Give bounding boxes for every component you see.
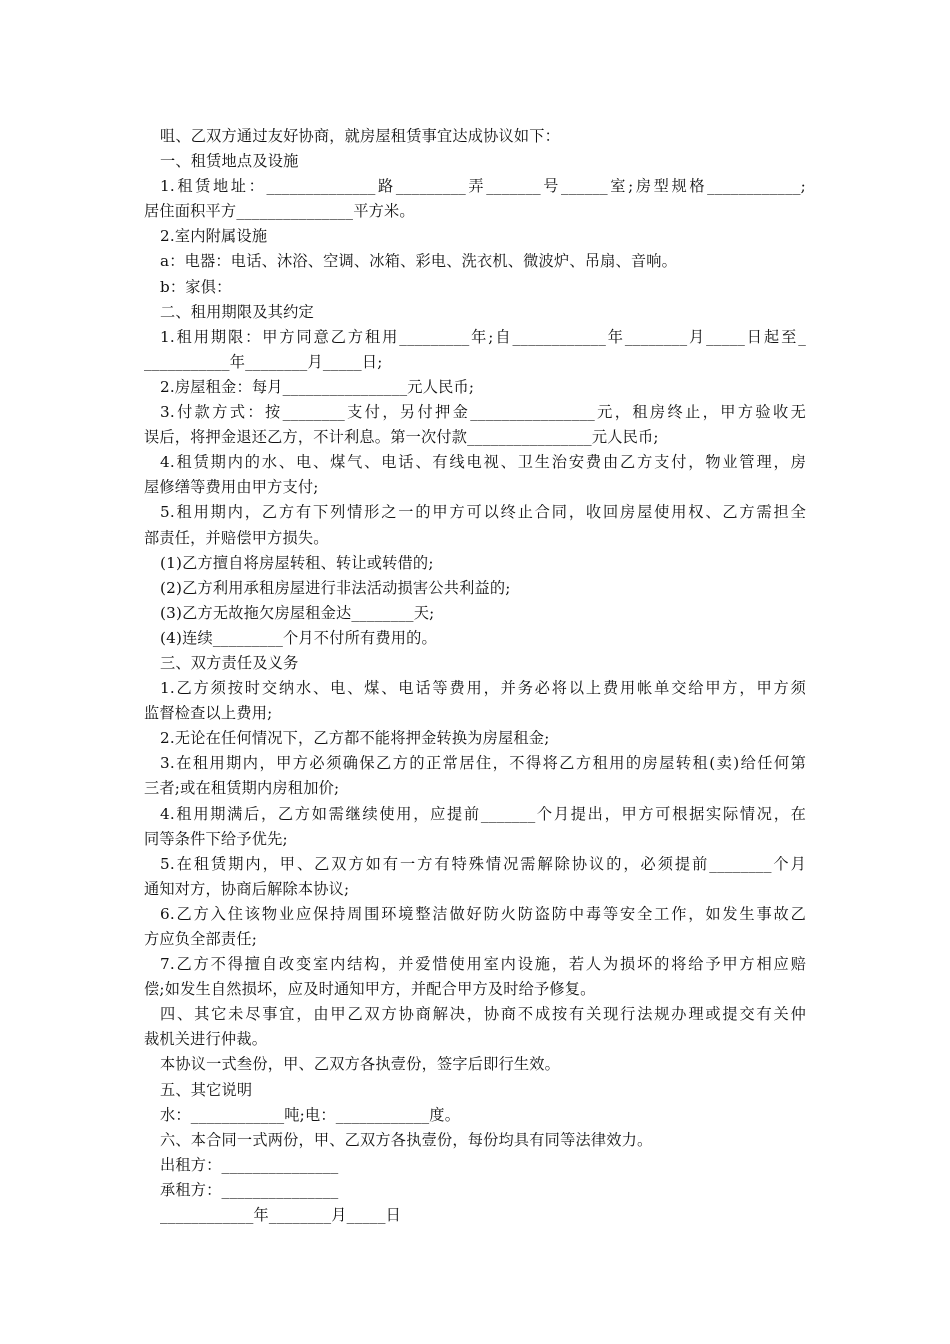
text-line: 居住面积平方_______________平方米。 bbox=[144, 202, 415, 221]
text-line: 水：____________吨;电：____________度。 bbox=[160, 1105, 461, 1124]
text-line: 一、租赁地点及设施 bbox=[160, 152, 299, 171]
text-line: (2)乙方利用承租房屋进行非法活动损害公共利益的; bbox=[160, 578, 511, 597]
text-line: 4.租赁期内的水、电、煤气、电话、有线电视、卫生治安费由乙方支付，物业管理，房 bbox=[160, 453, 806, 472]
text-line: 1.租赁地址：______________路_________弄_______号______室;房型规格____________; bbox=[160, 177, 806, 196]
text-line: 4.租用期满后，乙方如需继续使用，应提前_______个月提出，甲方可根据实际情况，在 bbox=[160, 804, 806, 823]
text-line: (3)乙方无故拖欠房屋租金达________天; bbox=[160, 603, 435, 622]
text-line: 2.房屋租金：每月________________元人民币; bbox=[160, 377, 475, 396]
contract-body bbox=[144, 124, 806, 1228]
text-line: 六、本合同一式两份，甲、乙双方各执壹份，每份均具有同等法律效力。 bbox=[160, 1130, 653, 1149]
text-line: 三者;或在租赁期内房租加价; bbox=[144, 779, 340, 798]
text-line: (4)连续_________个月不付所有费用的。 bbox=[160, 628, 437, 647]
text-line: 5.在租赁期内，甲、乙双方如有一方有特殊情况需解除协议的，必须提前________个月 bbox=[160, 854, 806, 873]
text-line: 2.室内附属设施 bbox=[160, 227, 268, 246]
text-line: 偿;如发生自然损坏，应及时通知甲方，并配合甲方及时给予修复。 bbox=[144, 980, 596, 999]
text-line: ____________年________月_____日 bbox=[160, 1206, 402, 1225]
text-line: 四、其它未尽事宜，由甲乙双方协商解决，协商不成按有关现行法规办理或提交有关仲 bbox=[160, 1005, 806, 1024]
text-line: 5.租用期内，乙方有下列情形之一的甲方可以终止合同，收回房屋使用权、乙方需担全 bbox=[160, 503, 806, 522]
text-line: ___________年________月_____日; bbox=[144, 352, 383, 371]
text-line: 误后，将押金退还乙方，不计利息。第一次付款________________元人民币; bbox=[144, 428, 659, 447]
text-line: 咀、乙双方通过友好协商，就房屋租赁事宜达成协议如下： bbox=[160, 127, 561, 145]
text-line: 方应负全部责任; bbox=[144, 930, 258, 948]
text-line: 二、租用期限及其约定 bbox=[160, 302, 314, 321]
text-line: 6.乙方入住该物业应保持周围环境整洁做好防火防盗防中毒等安全工作，如发生事故乙 bbox=[160, 904, 806, 923]
text-line: 屋修缮等费用由甲方支付; bbox=[144, 478, 319, 497]
text-line: 2.无论在任何情况下，乙方都不能将押金转换为房屋租金; bbox=[160, 729, 550, 748]
text-line: 1.租用期限：甲方同意乙方租用_________年;自____________年________月_____日起至_ bbox=[160, 327, 806, 346]
text-line: 出租方：_______________ bbox=[160, 1155, 339, 1174]
text-line: a：电器：电话、沐浴、空调、冰箱、彩电、洗衣机、微波炉、吊扇、音响。 bbox=[160, 252, 678, 271]
text-line: (1)乙方擅自将房屋转租、转让或转借的; bbox=[160, 553, 434, 572]
text-line: 五、其它说明 bbox=[160, 1080, 253, 1099]
text-line: 监督检查以上费用; bbox=[144, 704, 273, 723]
text-line: 3.付款方式：按________支付，另付押金________________元，租房终止，甲方验收无 bbox=[160, 403, 806, 422]
text-line: 通知对方，协商后解除本协议; bbox=[144, 879, 350, 898]
text-line: 本协议一式叁份，甲、乙双方各执壹份，签字后即行生效。 bbox=[160, 1055, 561, 1074]
text-line: 裁机关进行仲裁。 bbox=[144, 1030, 268, 1049]
text-line: 7.乙方不得擅自改变室内结构，并爱惜使用室内设施，若人为损坏的将给予甲方相应赔 bbox=[160, 955, 806, 974]
text-line: 同等条件下给予优先; bbox=[144, 829, 288, 848]
text-line: 3.在租用期内，甲方必须确保乙方的正常居住，不得将乙方租用的房屋转租(卖)给任何第 bbox=[160, 754, 806, 773]
text-line: 部责任，并赔偿甲方损失。 bbox=[144, 528, 329, 547]
text-line: 1.乙方须按时交纳水、电、煤、电话等费用，并务必将以上费用帐单交给甲方，甲方须 bbox=[160, 679, 806, 698]
text-line: b：家俱： bbox=[160, 277, 232, 296]
text-line: 承租方：_______________ bbox=[160, 1180, 339, 1199]
text-line: 三、双方责任及义务 bbox=[160, 653, 299, 672]
